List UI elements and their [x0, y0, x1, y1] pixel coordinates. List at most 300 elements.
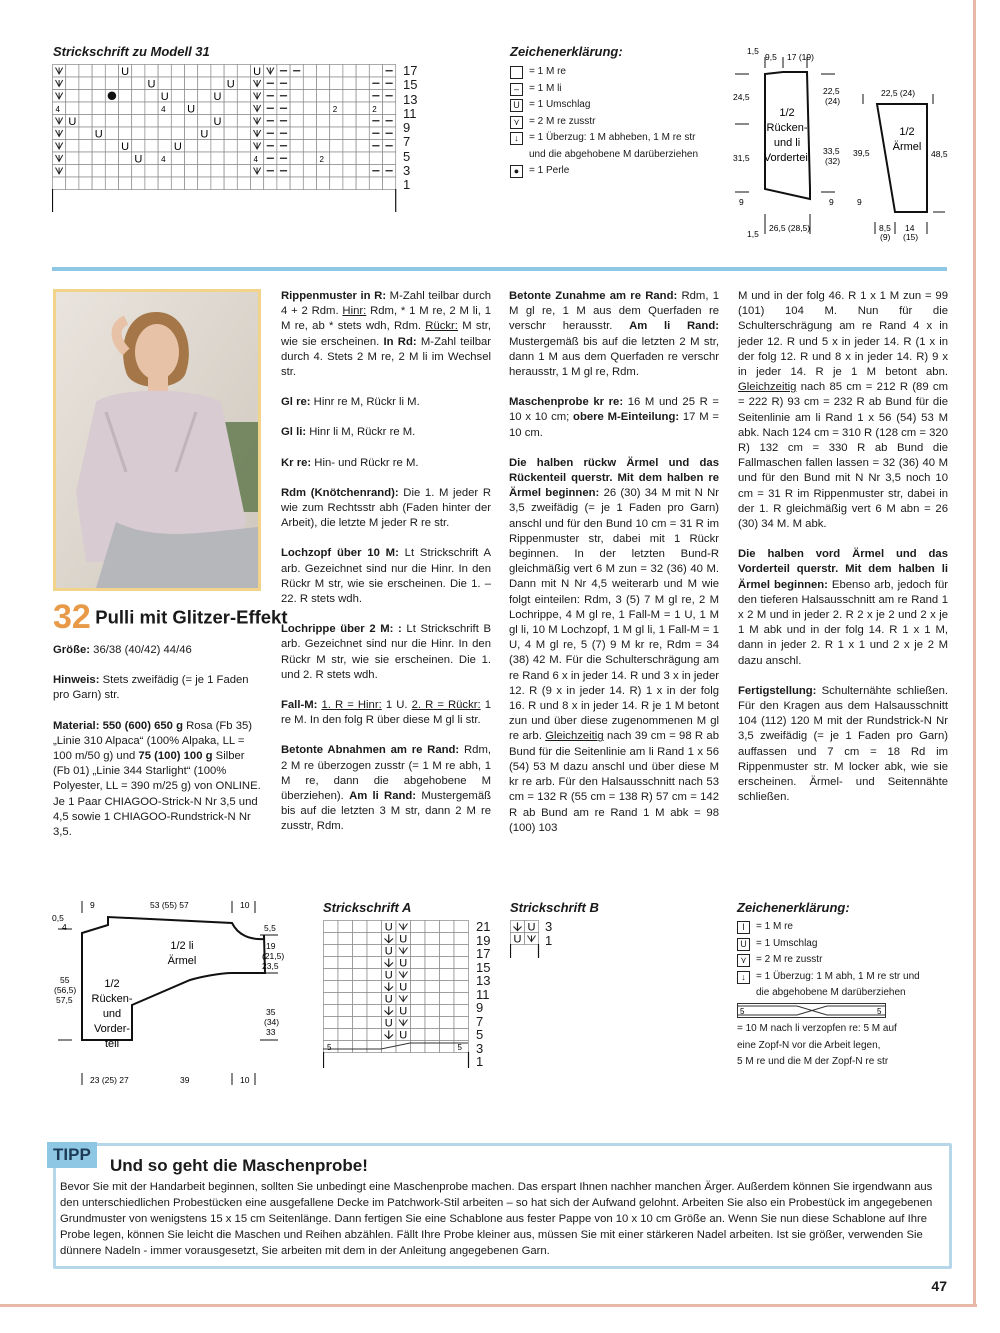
chart-cell — [343, 77, 356, 90]
chart-cell — [198, 115, 211, 128]
cable-count-label: 4 — [161, 105, 166, 114]
chart-cell — [317, 77, 330, 90]
row-number: 19 — [476, 932, 491, 948]
chart-cell — [356, 177, 369, 190]
kr-re-label: Kr re: — [281, 456, 312, 469]
yarn-over-symbol: U — [527, 921, 536, 934]
chart-a-heading: Strickschrift A — [323, 900, 412, 915]
chart-a-cell — [353, 921, 368, 933]
chart-a-cell — [440, 1017, 455, 1029]
chart-a-cell — [440, 981, 455, 993]
chart-cell — [185, 165, 198, 178]
chart-cell — [356, 140, 369, 153]
page-frame-right — [973, 0, 976, 1305]
chart-cell — [119, 115, 132, 128]
chart-cell — [79, 177, 92, 190]
vorderteil-text: Ebenso arb, jedoch für den tieferen Halsausschnitt am re Rand 1 x 2 M und in jeder 2. R 2 x je 2 und 2 x je 1 M abk und in der folg 14. R 1 x 1 M, dann in jeder 2. R 1 x 1 und 2 x je 2 M dazu anschl. — [738, 578, 949, 667]
legend-item — [510, 147, 698, 164]
chart-a-cell — [411, 945, 426, 957]
svg-text:8,5: 8,5 — [879, 223, 891, 233]
top-chart-row-numbers — [403, 64, 417, 193]
schematic-bottom-body-label-line: Vorder- — [93, 1023, 131, 1035]
chart-a-cell — [338, 969, 353, 981]
chart-cell — [211, 102, 224, 115]
chart-cell — [303, 177, 316, 190]
chart-cell — [132, 127, 145, 140]
chart-a-cell — [411, 969, 426, 981]
cable-count-label: 4 — [161, 155, 166, 164]
chart-cell — [158, 77, 171, 90]
chart-a-cell — [367, 957, 382, 969]
fallm-t2: 1 re M. In den folg R über diese M gl li str. — [281, 699, 492, 727]
zunahme-li-label: Am li Rand: — [629, 320, 719, 333]
chart-a-cell — [454, 957, 469, 969]
model-photo — [53, 289, 261, 591]
top-knitting-chart — [52, 64, 402, 219]
chart-cell — [303, 127, 316, 140]
zunahme-li-text: Mustergemäß bis auf die letzten 2 M str, dann 1 M aus dem Querfaden re verschr herausstr, 1 M gl re, Rdm. — [509, 335, 719, 379]
chart-a-cell — [440, 945, 455, 957]
chart-a-cell — [353, 933, 368, 945]
chart-a-cell — [440, 957, 455, 969]
row-number: 7 — [403, 134, 411, 150]
chart-cell — [66, 65, 79, 78]
gleichzeitig-2: Gleichzeitig — [738, 381, 797, 394]
chart-a-cell — [367, 921, 382, 933]
yarn-over-symbol: U — [253, 65, 262, 78]
chart-cell — [145, 152, 158, 165]
chart-cell — [290, 140, 303, 153]
legend-item — [737, 936, 920, 953]
schematic-sleeve-label-line: Ärmel — [892, 141, 922, 153]
chart-cell — [92, 65, 105, 78]
chart-a-cell — [367, 981, 382, 993]
chart-a-cell — [440, 1041, 455, 1053]
chart-cell — [224, 152, 237, 165]
chart-cell — [66, 165, 79, 178]
yarn-over-symbol: U — [226, 78, 235, 91]
schematic-sleeve-label — [893, 126, 922, 153]
chart-cell — [132, 102, 145, 115]
chart-cell — [92, 177, 105, 190]
row-number: 3 — [403, 163, 411, 179]
chart-cell — [119, 90, 132, 103]
chart-a-cell — [353, 1005, 368, 1017]
chart-a-cell — [454, 1005, 469, 1017]
rip-label: Rippenmuster in R: — [281, 290, 387, 302]
chart-a-cell — [411, 1041, 426, 1053]
chart-cell — [317, 115, 330, 128]
fallm-r2: 2. R = Rückr: — [411, 699, 481, 712]
column-3 — [509, 289, 719, 851]
abnahmen-li-text: Mustergemäß bis auf die letzten 3 M str, dann 2 M re zusstr, Rdm. — [281, 790, 492, 833]
svg-text:10: 10 — [240, 1075, 250, 1085]
chart-cell — [224, 90, 237, 103]
chart-cell — [290, 152, 303, 165]
chart-cell — [356, 152, 369, 165]
model-title — [53, 598, 288, 637]
chart-a-cell — [454, 969, 469, 981]
hint-value: Stets zweifädig (= je 1 Faden pro Garn) str. — [53, 674, 249, 702]
chart-a-cell — [425, 1017, 440, 1029]
chart-b — [510, 920, 544, 965]
chart-a-cell — [411, 957, 426, 969]
chart-cell — [330, 115, 343, 128]
chart-cell — [79, 140, 92, 153]
abnahmen-label: Betonte Abnahmen am re Rand: — [281, 744, 460, 757]
svg-text:23 (25) 27: 23 (25) 27 — [90, 1075, 129, 1085]
legend-symbol-icon — [510, 66, 523, 79]
chart-a-cell — [425, 1041, 440, 1053]
chart-cell — [53, 177, 66, 190]
schematic-bottom-body-label-line: 1/2 — [104, 978, 120, 990]
chart-a-cell — [324, 933, 339, 945]
chart-cell — [132, 140, 145, 153]
chart-cell — [224, 165, 237, 178]
chart-cell — [185, 127, 198, 140]
schematic-bottom-body-label-line: und — [102, 1008, 122, 1020]
chart-cell — [277, 177, 290, 190]
legend-text: = 1 M li — [529, 82, 562, 94]
rip-text: M-Zahl teilbar durch 4 + 2 Rdm. — [281, 290, 492, 318]
legend-symbol-icon: ⋎ — [737, 954, 750, 967]
chart-cell — [198, 102, 211, 115]
chart-cell — [79, 115, 92, 128]
chart-cell — [198, 140, 211, 153]
chart-a-cell — [411, 1029, 426, 1041]
chart-cell — [171, 90, 184, 103]
chart-cell — [330, 65, 343, 78]
chart-cell — [356, 77, 369, 90]
chart-a-cell — [411, 921, 426, 933]
svg-text:10: 10 — [240, 900, 250, 910]
svg-text:23,5: 23,5 — [262, 961, 279, 971]
rip-hinr: Hinr: — [342, 305, 367, 318]
row-number: 15 — [403, 77, 418, 93]
chart-a-cell — [440, 933, 455, 945]
chart-cell — [145, 177, 158, 190]
chart-cell — [237, 65, 250, 78]
chart-a-cable-count: 5 — [327, 1043, 332, 1052]
lochrippe-label: Lochrippe über 2 M: : — [281, 623, 402, 636]
chart-cell — [66, 140, 79, 153]
schematic-bottom — [50, 895, 290, 1100]
chart-a-cell — [338, 1029, 353, 1041]
chart-cell — [369, 65, 382, 78]
fallm-label: Fall-M: — [281, 699, 318, 712]
svg-text:9: 9 — [829, 197, 834, 207]
chart-cell — [356, 165, 369, 178]
halbe-aermel-text: 26 (30) 34 M mit N Nr 3,5 zweifädig (= je 1 Faden pro Garn) anschl und für den Bund 10 cm = 31 R im Rippenmuster str, dabei mit 1 Rückr beginnen. In der letzten Bund-R gleichmäßig vert 6 M zun = 32 (36) 40 M. Dann mit N Nr 4,5 weiterarb und M wie folgt einteilen: Rdm, 3 (5) 7 M gl re, 2 M Lochrippe, 4 M gl re, 1 Fall-M = 1 U, 1 M gl li, 10 M Lochzopf, 1 M gl li, 1 Fall-M = 1 U, 4 M gl re, 5 (7) 9 M kr re, Rdm = 34 (38) 42 M. Für die Schulterschrägung am re Rand 6 x in jeder 14. R und 3 x in jeder 12. R (9 x in jeder 14. R) 1 x in der folg 16. R und 8 x in jeder 14. R je 1 M betont zun und über diese zugenommenen M gl re arb. — [509, 487, 719, 743]
chart-a-cell — [411, 993, 426, 1005]
chart-a-cell — [411, 1005, 426, 1017]
lochzopf-label: Lochzopf über 10 M: — [281, 547, 399, 560]
chart-cell — [330, 90, 343, 103]
chart-cell — [224, 177, 237, 190]
legend-text: = 1 Perle — [529, 165, 570, 176]
fertigstellung-text: Schulternähte schließen. Für den Kragen aus dem Halsausschnitt 104 (112) 120 M mit der Rundstrick-N Nr 3,5 zweifädig (= je 1 Faden pro Garn) auffassen und 7 cm = 18 Rd im Rippenmuster str. M locker abk, wie sie erscheinen. Ärmel- und Seitennähte schließen. — [738, 684, 948, 804]
chart-cell — [145, 115, 158, 128]
tipp-title: Und so geht die Maschenprobe! — [110, 1156, 368, 1175]
svg-text:39: 39 — [180, 1075, 190, 1085]
legend-symbol-icon: I — [737, 921, 750, 934]
chart-a-cell — [425, 933, 440, 945]
yarn-over-symbol: U — [200, 128, 209, 141]
model-number: 32 — [53, 598, 91, 636]
chart-cell — [224, 102, 237, 115]
chart-cell — [343, 152, 356, 165]
row-number: 9 — [476, 1000, 484, 1015]
schematic-bottom-body-label-line: Rücken- — [91, 993, 133, 1005]
legend-item — [737, 985, 920, 1002]
chart-cell — [264, 177, 277, 190]
chart-cell — [105, 177, 118, 190]
svg-text:1,5: 1,5 — [747, 229, 759, 239]
yarn-over-symbol: U — [134, 153, 143, 166]
chart-cell — [343, 127, 356, 140]
chart-a-cell — [367, 1005, 382, 1017]
rip-text2: Rdm, * 1 M re, 2 M li, 1 M re, ab * stets wdh, Rdm. — [281, 305, 492, 333]
svg-text:(32): (32) — [825, 156, 841, 166]
schematic-body-label-line: Rücken- — [766, 122, 808, 134]
chart-cell — [198, 177, 211, 190]
schematic-top — [725, 44, 955, 249]
chart-cell — [356, 115, 369, 128]
chart-cell — [66, 127, 79, 140]
chart-cell — [145, 127, 158, 140]
chart-cell — [343, 65, 356, 78]
chart-a-cell — [353, 969, 368, 981]
chart-cell — [119, 165, 132, 178]
chart-a-cell — [440, 1005, 455, 1017]
row-number: 7 — [476, 1013, 484, 1029]
chart-cell — [66, 177, 79, 190]
chart-a-cell — [454, 1017, 469, 1029]
chart-cell — [92, 90, 105, 103]
chart-cell — [158, 127, 171, 140]
chart-a-cell — [353, 993, 368, 1005]
chart-a-cell — [454, 933, 469, 945]
yarn-over-symbol: U — [94, 128, 103, 141]
svg-text:(56,5): (56,5) — [54, 985, 77, 995]
row-number: 5 — [476, 1027, 484, 1042]
legend-text: und die abgehobene M darüberziehen — [529, 148, 699, 160]
chart-cell — [158, 115, 171, 128]
chart-cell — [145, 102, 158, 115]
legend-item — [510, 114, 698, 131]
row-number: 1 — [403, 177, 411, 193]
legend-symbol-icon: ↓ — [737, 971, 750, 984]
chart-a-cell — [353, 1029, 368, 1041]
fallm-r1: 1. R = Hinr: — [321, 699, 382, 712]
chart-cell — [132, 177, 145, 190]
schematic-bottom-sleeve-label-line: 1/2 li — [170, 940, 194, 952]
legend-top — [510, 64, 698, 180]
chart-cell — [66, 90, 79, 103]
legend-item — [737, 919, 920, 936]
chart-cell — [185, 65, 198, 78]
legend-text: = 1 Überzug: 1 M abh, 1 M re str und — [756, 970, 920, 982]
chart-cell — [317, 140, 330, 153]
chart-a-cell — [454, 1029, 469, 1041]
chart-cell — [171, 65, 184, 78]
chart-cell — [303, 152, 316, 165]
chart-cell — [92, 102, 105, 115]
m-einteilung-label: obere M-Einteilung: — [573, 411, 680, 424]
zunahme-text: Rdm, 1 M gl re, 1 M aus dem Querfaden re verschr herausstr. — [509, 290, 719, 333]
chart-cell — [369, 177, 382, 190]
chart-cell — [79, 77, 92, 90]
schematic-body-label — [764, 107, 810, 164]
chart-a-cell — [425, 981, 440, 993]
chart-cell — [330, 152, 343, 165]
chart-a-row-numbers — [476, 920, 490, 1069]
column-1 — [53, 643, 263, 855]
column-4 — [738, 289, 948, 821]
chart-cell — [132, 165, 145, 178]
yarn-over-symbol: U — [384, 993, 393, 1006]
legend-text: = 2 M re zusstr — [529, 115, 596, 127]
row-number: 15 — [476, 959, 491, 975]
legend-symbol-icon: U — [510, 99, 523, 112]
chart-cell — [79, 127, 92, 140]
legend-text: = 1 M re — [756, 921, 793, 932]
svg-text:5: 5 — [877, 1007, 882, 1016]
svg-text:33,5: 33,5 — [823, 146, 840, 156]
row-number: 3 — [476, 1040, 484, 1056]
chart-cell — [119, 77, 132, 90]
chart-cell — [145, 90, 158, 103]
svg-text:(34): (34) — [264, 1017, 280, 1027]
legend-item — [510, 97, 698, 114]
chart-cell — [171, 152, 184, 165]
zopf-text-line: eine Zopf-N vor die Arbeit legen, — [737, 1039, 881, 1051]
legend-text: = 1 Umschlag — [529, 99, 591, 110]
yarn-over-symbol: U — [384, 945, 393, 958]
chart-cell — [132, 65, 145, 78]
chart-cell — [92, 140, 105, 153]
row-number: 13 — [403, 91, 418, 107]
yarn-over-symbol: U — [384, 921, 393, 934]
lochzopf-text: Lt Strickschrift A arb. Gezeichnet sind nur die Hinr. In den Rückr M str, wie sie erscheinen. Die 1. – 22. R stets wdh. — [281, 547, 491, 606]
svg-text:(24): (24) — [825, 96, 841, 106]
chart-a-cell — [324, 1005, 339, 1017]
abnahmen-li-label: Am li Rand: — [349, 790, 417, 803]
tipp-badge: TIPP — [47, 1142, 97, 1168]
chart-a-cell — [324, 1029, 339, 1041]
legend-item — [737, 952, 920, 969]
chart-cell — [92, 152, 105, 165]
chart-cell — [317, 65, 330, 78]
chart-cell — [105, 102, 118, 115]
halbe-aermel-text2: nach 39 cm = 98 R ab Bund für die Seitenlinie am li Rand 1 x 56 (54) 53 M dazu anschl und über diese M kr re arb. Für den Halsausschnitt nach 53 cm = 132 R (55 cm = 138 R) 57 cm = 142 R ab Bund am re Rand 1 M abk = 98 (100) 103 — [509, 730, 720, 834]
yarn-over-symbol: U — [173, 140, 182, 153]
svg-text:48,5: 48,5 — [931, 149, 948, 159]
chart-cell — [132, 115, 145, 128]
chart-cell — [237, 152, 250, 165]
size-value: 36/38 (40/42) 44/46 — [93, 644, 192, 656]
chart-cell — [343, 140, 356, 153]
chart-a-cell — [440, 969, 455, 981]
svg-text:22,5 (24): 22,5 (24) — [881, 88, 916, 98]
chart-cell — [185, 115, 198, 128]
svg-text:35: 35 — [266, 1007, 276, 1017]
yarn-over-symbol: U — [121, 65, 130, 78]
m-einteilung-text: 17 M = 10 cm. — [509, 411, 719, 439]
zunahme-label: Betonte Zunahme am re Rand: — [509, 290, 678, 302]
chart-cell — [185, 77, 198, 90]
chart-cell — [92, 115, 105, 128]
legend-top-heading: Zeichenerklärung: — [510, 44, 623, 59]
chart-cell — [132, 90, 145, 103]
chart-a-cell — [338, 1017, 353, 1029]
chart-cell — [105, 65, 118, 78]
material-text-1: Rosa (Fb 35) „Linie 310 Alpaca“ (100% Alpaka, LL = 100 m/50 g) und — [53, 719, 253, 763]
chart-cell — [330, 127, 343, 140]
yarn-over-symbol: U — [68, 115, 77, 128]
chart-cell — [303, 77, 316, 90]
chart-a-cell — [324, 993, 339, 1005]
chart-cell — [330, 77, 343, 90]
chart-a-cell — [425, 957, 440, 969]
svg-text:(9): (9) — [880, 232, 891, 242]
maschenprobe-label: Maschenprobe kr re: — [509, 396, 624, 409]
chart-cell — [198, 77, 211, 90]
chart-cell — [92, 165, 105, 178]
chart-cell — [317, 165, 330, 178]
chart-cell — [211, 177, 224, 190]
legend-text: = 1 Umschlag — [756, 937, 818, 949]
svg-text:9: 9 — [857, 197, 862, 207]
schematic-sleeve-piece — [853, 88, 948, 242]
schematic-sleeve-label-line: 1/2 — [899, 126, 915, 138]
chart-cell — [290, 90, 303, 103]
chart-a-cell — [454, 981, 469, 993]
svg-text:57,5: 57,5 — [56, 995, 73, 1005]
column-2 — [281, 289, 491, 850]
model-title-text: Pulli mit Glitzer-Effekt — [95, 606, 288, 628]
size-label: Größe: — [53, 644, 91, 656]
legend-bottom — [737, 919, 920, 1002]
chart-cell — [105, 115, 118, 128]
svg-text:24,5: 24,5 — [733, 92, 750, 102]
col4-text-a: M und in der folg 46. R 1 x 1 M zun = 99 (101) 104 M. Nun für die Schulterschrägung am re Rand 4 x in jeder 12. R und 5 x in jeder 14. R (1 x in der folg 12. R und 8 x in jeder 14. R) 9 x in jeder 14. R je 1 M betont abn. — [738, 290, 948, 379]
chart-cell — [317, 102, 330, 115]
chart-cell — [79, 102, 92, 115]
svg-text:5: 5 — [740, 1007, 745, 1016]
chart-cell — [79, 165, 92, 178]
chart-cell — [317, 127, 330, 140]
chart-cell — [343, 90, 356, 103]
chart-cell — [211, 152, 224, 165]
col4-text-b: nach 85 cm = 212 R (89 cm = 222 R) 93 cm = 232 R ab Bund für die Seitenlinie am li Rand 1 x 56 (54) 53 M abk. Nach 124 cm = 310 R (128 cm = 320 R) 132 cm = 330 R ab Bund die Fallmaschen fallen lassen = 32 (36) 40 M und für den Bund mit N Nr 3,5 noch 10 cm = 31 R im Rippenmuster str, dabei in der 1. R gleichmäßig vert 6 M abn = 26 (30) 34 M. M abk. — [738, 381, 948, 531]
chart-cell — [145, 140, 158, 153]
chart-cell — [290, 165, 303, 178]
chart-cell — [369, 152, 382, 165]
chart-cell — [185, 152, 198, 165]
chart-cell — [290, 115, 303, 128]
chart-cell — [198, 65, 211, 78]
gl-re-text: Hinr re M, Rückr li M. — [313, 396, 420, 409]
yarn-over-symbol: U — [384, 969, 393, 982]
svg-text:17 (19): 17 (19) — [787, 52, 814, 62]
top-chart-heading: Strickschrift zu Modell 31 — [53, 44, 210, 59]
svg-text:14: 14 — [905, 223, 915, 233]
chart-cell — [132, 77, 145, 90]
page-frame-bottom — [0, 1304, 977, 1307]
chart-a-cell — [338, 981, 353, 993]
chart-cell — [105, 77, 118, 90]
